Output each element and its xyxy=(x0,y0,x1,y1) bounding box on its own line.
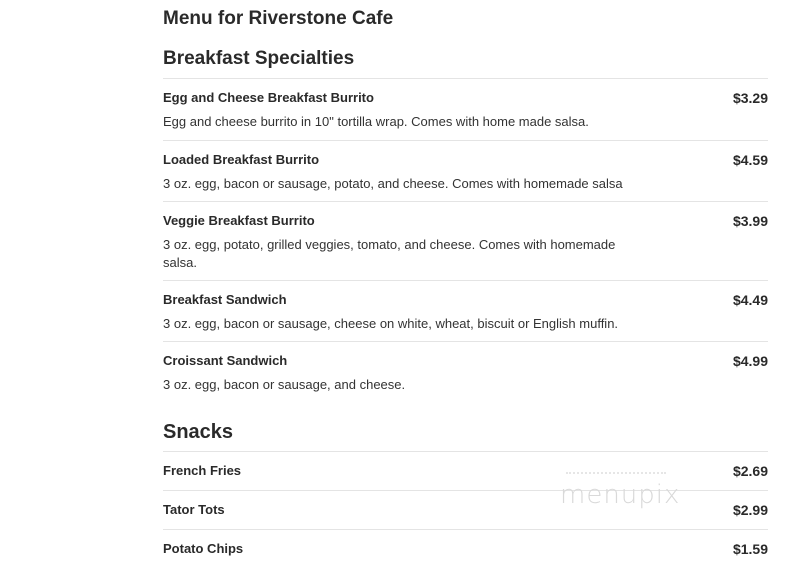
item-name: French Fries xyxy=(163,463,242,478)
item-name: Breakfast Sandwich xyxy=(163,292,287,307)
item-price: $2.69 xyxy=(732,463,768,479)
divider xyxy=(163,201,768,202)
item-description: 3 oz. egg, potato, grilled veggies, tomato, and cheese. Comes with homemade salsa. xyxy=(163,237,616,270)
divider xyxy=(163,451,768,452)
section-heading-snacks: Snacks xyxy=(163,421,234,443)
item-name: Egg and Cheese Breakfast Burrito xyxy=(163,90,374,105)
item-price: $4.99 xyxy=(732,353,768,369)
item-name: Croissant Sandwich xyxy=(163,353,288,368)
item-price: $4.49 xyxy=(732,292,768,308)
item-description: 3 oz. egg, bacon or sausage, and cheese. xyxy=(163,377,406,392)
section-heading-breakfast: Breakfast Specialties xyxy=(163,48,355,69)
watermark-dots xyxy=(566,472,666,478)
item-price: $2.99 xyxy=(732,502,768,518)
item-price: $3.99 xyxy=(732,213,768,229)
item-price: $4.59 xyxy=(732,152,768,168)
item-price: $1.59 xyxy=(732,541,768,557)
item-name: Tator Tots xyxy=(163,502,225,517)
item-description: 3 oz. egg, bacon or sausage, cheese on white, wheat, biscuit or English muffin. xyxy=(163,316,619,331)
divider xyxy=(163,78,768,79)
divider xyxy=(163,341,768,342)
divider xyxy=(163,529,768,530)
item-name: Potato Chips xyxy=(163,541,244,556)
item-name: Loaded Breakfast Burrito xyxy=(163,152,320,167)
item-description: 3 oz. egg, bacon or sausage, potato, and cheese. Comes with homemade salsa xyxy=(163,176,623,191)
item-price: $3.29 xyxy=(732,90,768,106)
item-name: Veggie Breakfast Burrito xyxy=(163,213,315,228)
divider xyxy=(163,140,768,141)
divider xyxy=(163,280,768,281)
item-description: Egg and cheese burrito in 10" tortilla wrap. Comes with home made salsa. xyxy=(163,114,589,129)
watermark-logo: menupix xyxy=(560,480,681,510)
page-title: Menu for Riverstone Cafe xyxy=(163,8,394,29)
